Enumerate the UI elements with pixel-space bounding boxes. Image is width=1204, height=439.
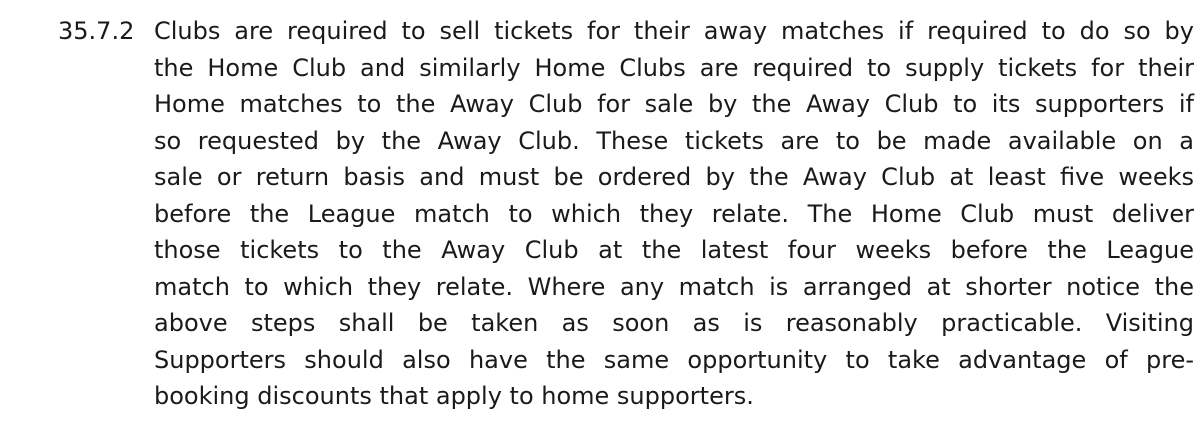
clause-line: those tickets to the Away Club at the latest four weeks before the League [154, 236, 1194, 264]
clause-line: Clubs are required to sell tickets for their away matches if required to do so by [154, 17, 1194, 45]
clause-text [154, 13, 1194, 415]
clause-line: booking discounts that apply to home supporters. [154, 382, 754, 410]
clause-line: the Home Club and similarly Home Clubs are required to supply tickets for their [154, 53, 1194, 82]
clause-line: so requested by the Away Club. These tickets are to be made available on a [154, 126, 1194, 155]
clause-line: before the League match to which they relate. The Home Club must deliver [154, 199, 1194, 228]
clause-line: match to which they relate. Where any match is arranged at shorter notice the [154, 272, 1194, 301]
clause-line: above steps shall be taken as soon as is reasonably practicable. Visiting [154, 309, 1194, 337]
clause-number: 35.7.2 [58, 17, 135, 45]
clause-line: Home matches to the Away Club for sale by the Away Club to its supporters if [154, 90, 1194, 118]
clause-line: Supporters should also have the same opportunity to take advantage of pre- [154, 345, 1194, 374]
clause-line: sale or return basis and must be ordered by the Away Club at least five weeks [154, 163, 1194, 191]
